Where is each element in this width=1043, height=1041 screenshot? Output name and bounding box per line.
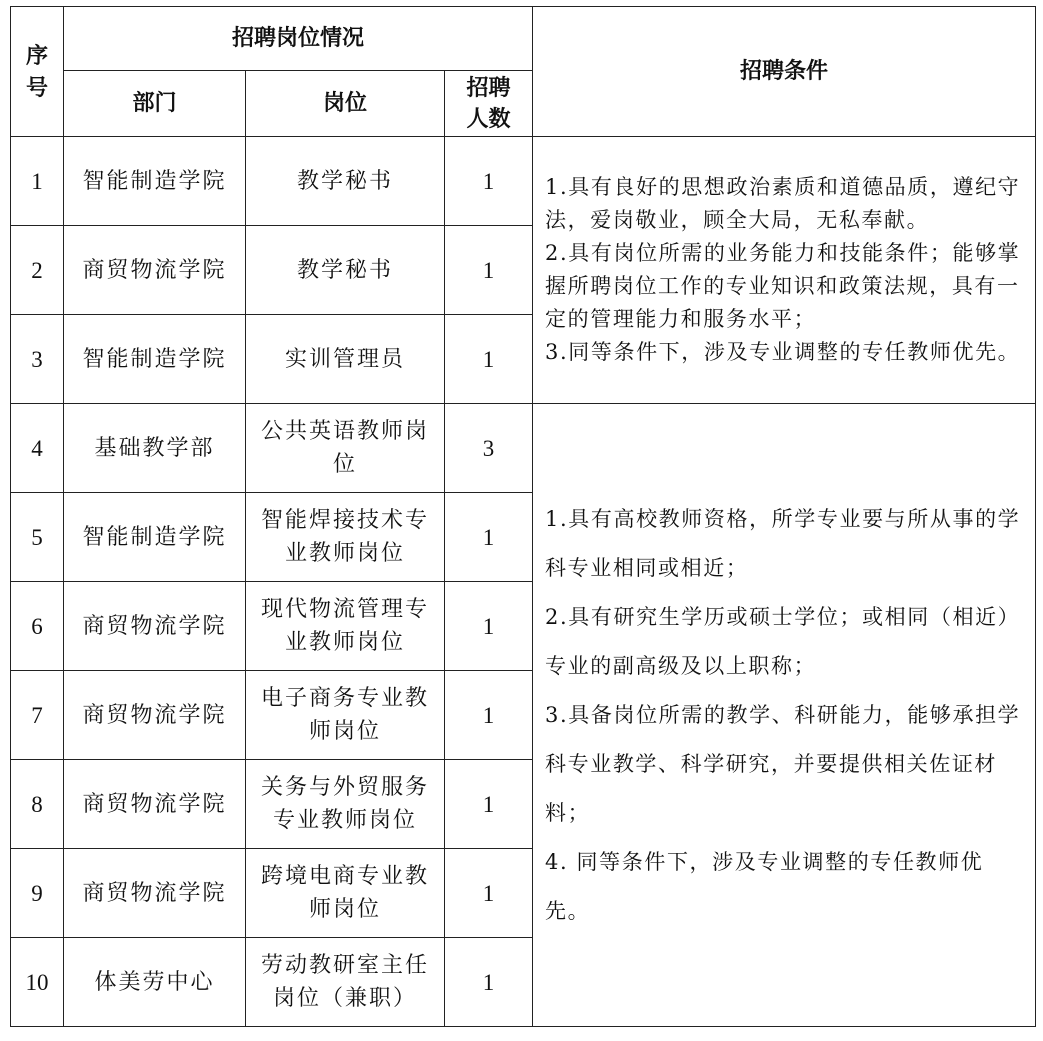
row-seq: 5	[11, 493, 64, 582]
header-dept: 部门	[64, 71, 246, 137]
conditions-group-1	[533, 137, 1036, 404]
row-count: 1	[445, 137, 533, 226]
row-dept: 商贸物流学院	[64, 671, 246, 760]
row-count: 1	[445, 760, 533, 849]
row-post: 跨境电商专业教师岗位	[246, 849, 445, 938]
row-seq: 6	[11, 582, 64, 671]
row-count: 1	[445, 493, 533, 582]
row-count: 1	[445, 582, 533, 671]
row-count: 1	[445, 849, 533, 938]
row-seq: 7	[11, 671, 64, 760]
row-seq: 2	[11, 226, 64, 315]
row-dept: 商贸物流学院	[64, 226, 246, 315]
table-row	[11, 137, 1036, 226]
header-post: 岗位	[246, 71, 445, 137]
row-dept: 基础教学部	[64, 404, 246, 493]
row-count: 1	[445, 938, 533, 1027]
row-post: 教学秘书	[246, 137, 445, 226]
row-dept: 商贸物流学院	[64, 582, 246, 671]
header-seq: 序号	[11, 7, 64, 137]
condition-item: 2.具有岗位所需的业务能力和技能条件；能够掌握所聘岗位工作的专业知识和政策法规，具有一定的管理能力和服务水平；	[545, 241, 1021, 331]
conditions-group-2	[533, 404, 1036, 1027]
row-seq: 1	[11, 137, 64, 226]
row-dept: 体美劳中心	[64, 938, 246, 1027]
header-conditions: 招聘条件	[533, 7, 1036, 137]
condition-item: 3.同等条件下，涉及专业调整的专任教师优先。	[545, 340, 1021, 364]
row-dept: 商贸物流学院	[64, 760, 246, 849]
table-row	[11, 404, 1036, 493]
header-count: 招聘人数	[445, 71, 533, 137]
row-seq: 4	[11, 404, 64, 493]
condition-item: 2.具有研究生学历或硕士学位；或相同（相近）专业的副高级及以上职称；	[545, 604, 1021, 678]
row-count: 3	[445, 404, 533, 493]
row-seq: 3	[11, 315, 64, 404]
condition-item: 1.具有高校教师资格，所学专业要与所从事的学科专业相同或相近；	[545, 506, 1021, 580]
row-seq: 10	[11, 938, 64, 1027]
row-seq: 9	[11, 849, 64, 938]
condition-item: 3.具备岗位所需的教学、科研能力，能够承担学科专业教学、科学研究，并要提供相关佐证材料；	[545, 702, 1021, 825]
row-dept: 商贸物流学院	[64, 849, 246, 938]
row-post: 实训管理员	[246, 315, 445, 404]
condition-item: 4. 同等条件下，涉及专业调整的专任教师优先。	[545, 849, 984, 923]
condition-item: 1.具有良好的思想政治素质和道德品质，遵纪守法，爱岗敬业，顾全大局，无私奉献。	[545, 175, 1021, 232]
row-post: 教学秘书	[246, 226, 445, 315]
recruitment-table	[10, 6, 1036, 1027]
row-count: 1	[445, 315, 533, 404]
row-dept: 智能制造学院	[64, 315, 246, 404]
row-post: 智能焊接技术专业教师岗位	[246, 493, 445, 582]
row-post: 公共英语教师岗位	[246, 404, 445, 493]
row-seq: 8	[11, 760, 64, 849]
row-count: 1	[445, 226, 533, 315]
row-post: 现代物流管理专业教师岗位	[246, 582, 445, 671]
row-dept: 智能制造学院	[64, 493, 246, 582]
row-count: 1	[445, 671, 533, 760]
row-post: 关务与外贸服务专业教师岗位	[246, 760, 445, 849]
row-dept: 智能制造学院	[64, 137, 246, 226]
row-post: 电子商务专业教师岗位	[246, 671, 445, 760]
row-post: 劳动教研室主任岗位（兼职）	[246, 938, 445, 1027]
header-group: 招聘岗位情况	[64, 7, 533, 71]
